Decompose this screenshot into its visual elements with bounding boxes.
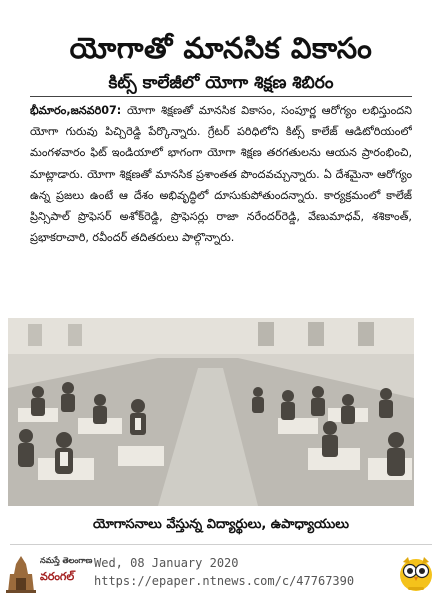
footer-divider: [10, 544, 432, 545]
photo-caption: యోగాసనాలు వేస్తున్న విద్యార్థులు, ఉపాధ్యాయులు: [92, 517, 349, 532]
edition-date: Wed, 08 January 2020: [94, 556, 239, 570]
logo-brand-text: నమస్తే తెలంగాణ: [40, 556, 93, 565]
yoga-class-photo: [8, 318, 414, 506]
article-text: యోగా శిక్షణతో మానసిక వికాసం, సంపూర్ణ ఆరోగ్యం లభిస్తుందని యోగా గురువు పిచ్చిరెడ్డి పేర్కొన్నారు. గ్రేటర్ పరిధిలోని కిట్స్ కాలేజ్ ఆడిటోరియంలో మంగళవారం ఫిట్ ఇండియాలో భాగంగా యోగా శిక్షణ తరగతులను ఆయన ప్రారంభించి, మాట్లాడారు. యోగా శిక్షణతో మానసిక ప్రశాంతత పొందవచ్చున్నారు. ఏ దేశమైనా ఆరోగ్యం ఉన్న ప్రజలు ఉంటే ఆ దేశం అభివృద్ధిలో దూసుకుపోతుందన్నారు. కార్యక్రమంలో కాలేజ్ ప్రిన్సిపాల్ ప్రొఫెసర్ అశోక్‌రెడ్డి, ప్రొఫెసర్లు రాజా నరేందర్‌రెడ్డి, వేణుమాధవ్, శశికాంత్, ప్రభాకరాచారి, రవీందర్ తదితరులు పాల్గొన్నారు.: [30, 104, 412, 245]
temple-logo-icon: [4, 552, 38, 594]
dateline: భీమారం,జనవరి07:: [30, 104, 122, 117]
newspaper-logo[interactable]: [4, 552, 93, 594]
footer: [0, 548, 442, 597]
owl-icon[interactable]: [398, 554, 434, 592]
logo-edition-text: వరంగల్: [40, 570, 75, 583]
article-body: [30, 100, 412, 312]
page-title: యోగాతో మానసిక వికాసం: [69, 31, 373, 65]
article-photo: [8, 318, 414, 506]
divider: [30, 96, 412, 97]
subheadline: కిట్స్ కాలేజీలో యోగా శిక్షణ శిబిరం: [108, 73, 334, 93]
epaper-link[interactable]: https://epaper.ntnews.com/c/47767390: [94, 574, 355, 588]
